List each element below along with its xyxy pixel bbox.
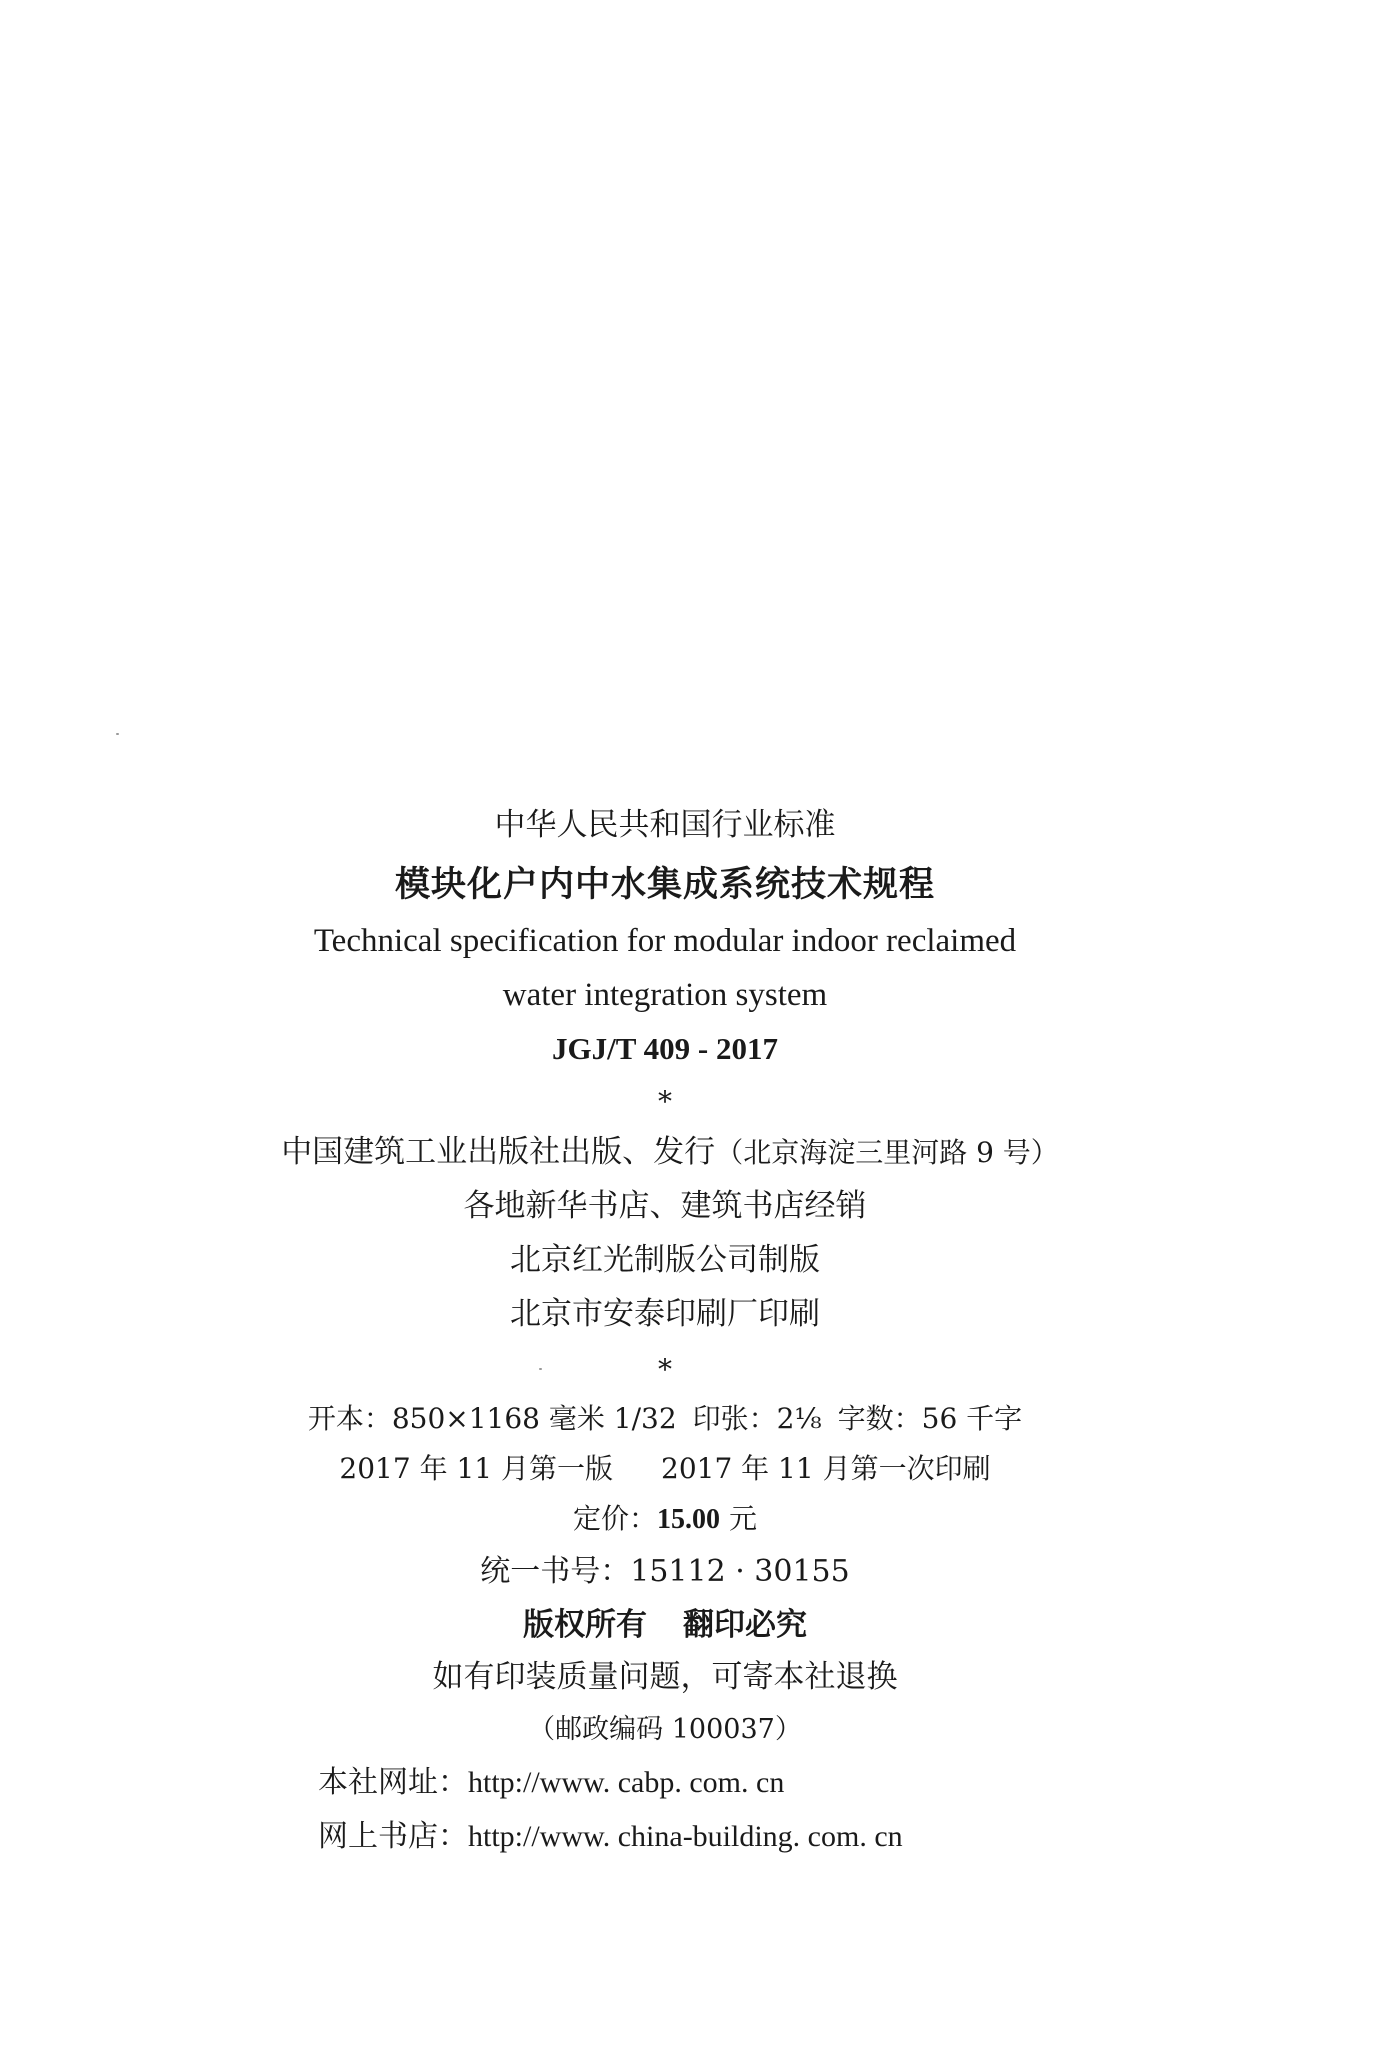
exchange-notice: 如有印装质量问题，可寄本社退换 xyxy=(432,1659,898,1695)
standard-category: 中华人民共和国行业标准 xyxy=(494,807,836,843)
scan-speck xyxy=(116,733,119,735)
standard-code: JGJ/T 409 - 2017 xyxy=(552,1031,778,1066)
edition-line xyxy=(0,1452,1330,1485)
rights-reserved: 版权所有 xyxy=(523,1607,647,1643)
format-specs xyxy=(0,1402,1330,1435)
edition-date: 2017 年 11 月第一版 xyxy=(339,1452,613,1485)
online-store-label: 网上书店： xyxy=(318,1819,468,1854)
price-value: 15.00 xyxy=(657,1504,721,1535)
publisher-website xyxy=(318,1765,785,1800)
postal-code: （邮政编码 100037） xyxy=(528,1714,802,1745)
plate-maker-line: 北京红光制版公司制版 xyxy=(510,1242,820,1278)
printed-sheets: 印张：2⅛ xyxy=(692,1402,822,1435)
separator-star: * xyxy=(658,1085,672,1118)
publisher-line xyxy=(0,1134,1340,1170)
price-label: 定价： xyxy=(573,1502,658,1535)
document-title-en-line2: water integration system xyxy=(502,977,828,1013)
document-title-en-line1: Technical specification for modular indoor reclaimed xyxy=(313,923,1017,959)
piracy-warning: 翻印必究 xyxy=(683,1607,807,1643)
online-store-website xyxy=(318,1819,903,1854)
publisher-website-link[interactable]: http://www. cabp. com. cn xyxy=(468,1766,785,1799)
publisher-website-label: 本社网址： xyxy=(318,1765,468,1800)
format-size: 开本：850×1168 毫米 1/32 xyxy=(307,1402,677,1435)
document-title-cn: 模块化户内中水集成系统技术规程 xyxy=(394,864,935,905)
word-count: 字数：56 千字 xyxy=(837,1402,1023,1435)
online-store-link[interactable]: http://www. china-building. com. cn xyxy=(468,1820,903,1853)
unified-book-number: 统一书号：15112 · 30155 xyxy=(480,1554,850,1589)
printing-date: 2017 年 11 月第一次印刷 xyxy=(661,1452,991,1485)
separator-star: * xyxy=(658,1353,672,1386)
price-unit: 元 xyxy=(728,1502,757,1535)
copyright-notice xyxy=(0,1607,1330,1643)
publisher-name: 中国建筑工业出版社出版、发行 xyxy=(281,1134,716,1170)
publisher-address: （北京海淀三里河路 9 号） xyxy=(715,1136,1059,1169)
price-line xyxy=(0,1502,1330,1535)
distributor-line: 各地新华书店、建筑书店经销 xyxy=(463,1188,867,1224)
printer-line: 北京市安泰印刷厂印刷 xyxy=(510,1296,820,1332)
